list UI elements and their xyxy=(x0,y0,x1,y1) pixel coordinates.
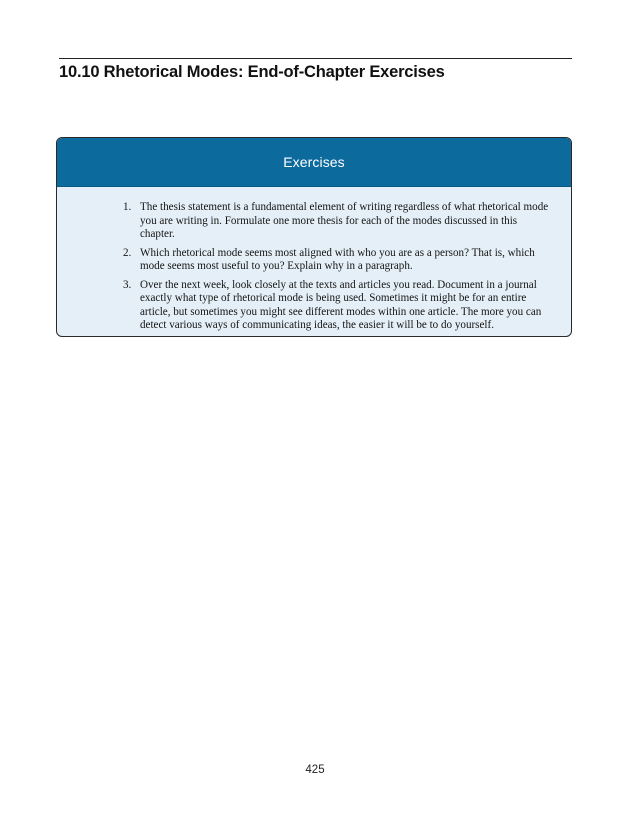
list-item xyxy=(123,279,553,333)
heading-rule xyxy=(59,58,572,59)
item-number: 2. xyxy=(123,246,132,259)
exercises-title: Exercises xyxy=(283,154,345,170)
item-number: 3. xyxy=(123,278,132,291)
list-item xyxy=(123,247,553,274)
item-number: 1. xyxy=(123,201,132,213)
exercises-header xyxy=(57,138,571,187)
page-number: 425 xyxy=(305,764,325,776)
item-text: The thesis statement is a fundamental element of writing regardless of what rhetorical mode you are writing in. Formulate one more thesis for each of the modes discussed in this chapter. xyxy=(140,201,549,240)
list-item xyxy=(123,201,553,242)
item-text: Over the next week, look closely at the texts and articles you read. Document in a journal exactly what type of rhetorical mode is being used. Sometimes it might be for an entire article, but sometimes you might see different modes within one article. The more you can detect various ways of communicating ideas, the easier it will be to do yourself. xyxy=(140,278,542,331)
exercises-box xyxy=(56,137,572,337)
item-text: Which rhetorical mode seems most aligned with who you are as a person? That is, which mode seems most useful to you? Explain why in a paragraph. xyxy=(140,246,535,272)
page-title: 10.10 Rhetorical Modes: End-of-Chapter Exercises xyxy=(59,63,445,81)
exercise-list xyxy=(57,187,571,333)
